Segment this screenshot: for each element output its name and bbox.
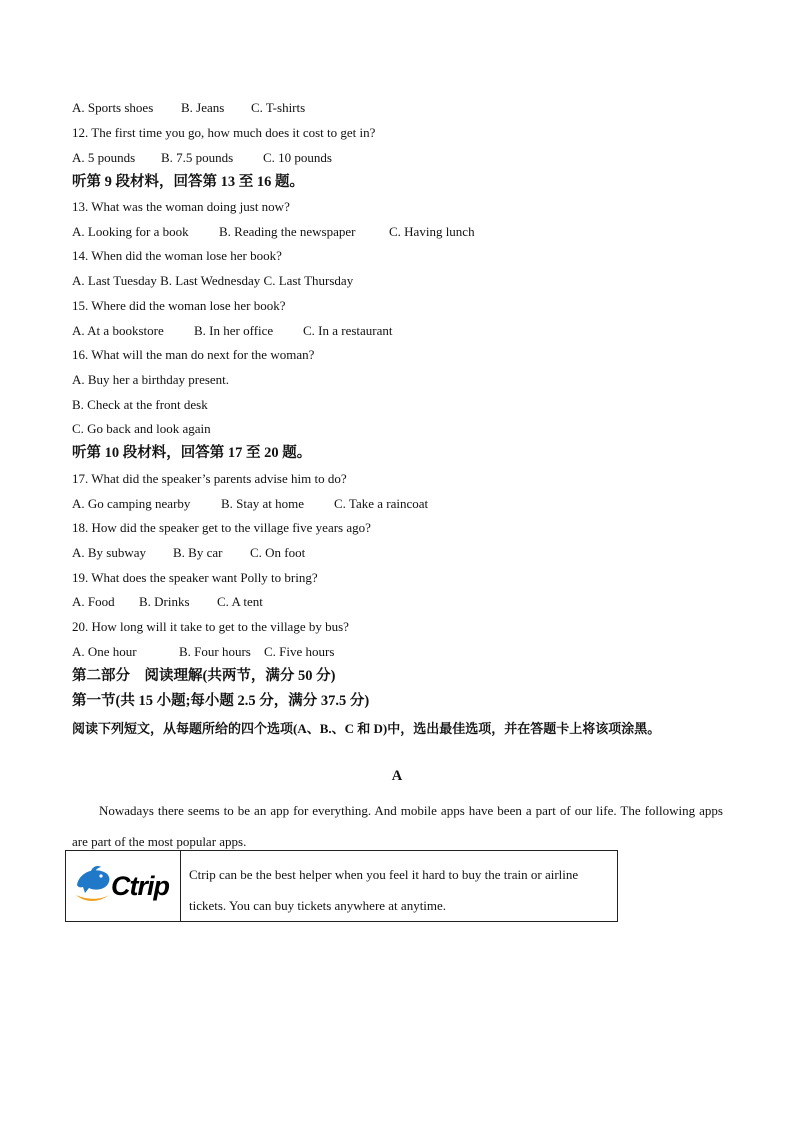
q14-options: A. Last Tuesday B. Last Wednesday C. Last Thursday — [72, 273, 354, 288]
q13-options — [72, 224, 475, 240]
section-9-heading: 听第 9 段材料，回答第 13 至 16 题。 — [72, 174, 304, 190]
option: A. 5 pounds — [72, 150, 136, 165]
q12-options — [72, 150, 332, 166]
q16-option-c: C. Go back and look again — [72, 421, 211, 436]
option: B. Stay at home — [221, 496, 305, 511]
reading-instructions: 阅读下列短文，从每题所给的四个选项(A、B.、C 和 D)中，选出最佳选项，并在答题卡上将该项涂黑。 — [72, 721, 661, 736]
option: B. In her office — [194, 323, 274, 338]
option: C. 10 pounds — [263, 150, 332, 165]
app-logo — [66, 851, 181, 921]
option: A. Sports shoes — [72, 100, 154, 115]
question-14: 14. When did the woman lose her book? — [72, 248, 282, 263]
option: B. Reading the newspaper — [219, 224, 356, 239]
passage-intro: Nowadays there seems to be an app for everything. And mobile apps have been a part of our life. The following apps are part of the most popular apps. — [72, 803, 723, 849]
q15-options — [72, 323, 393, 339]
option: B. 7.5 pounds — [161, 150, 234, 165]
logo-text: Ctrip — [111, 871, 169, 901]
passage-label: A — [391, 768, 403, 784]
option: B. By car — [173, 545, 223, 560]
question-20: 20. How long will it take to get to the village by bus? — [72, 619, 349, 634]
q19-options — [72, 594, 263, 610]
option: B. Four hours — [179, 644, 251, 659]
q18-options — [72, 545, 305, 561]
question-16: 16. What will the man do next for the woman? — [72, 347, 315, 362]
option: A. Go camping nearby — [72, 496, 191, 511]
option: C. On foot — [250, 545, 306, 560]
question-12: 12. The first time you go, how much does it cost to get in? — [72, 125, 376, 140]
section-1-heading: 第一节(共 15 小题;每小题 2.5 分，满分 37.5 分) — [72, 693, 370, 709]
option: C. Five hours — [264, 644, 335, 659]
dolphin-icon — [71, 863, 175, 909]
q17-options — [72, 496, 428, 512]
question-15: 15. Where did the woman lose her book? — [72, 298, 286, 313]
option: A. At a bookstore — [72, 323, 164, 338]
option: B. Jeans — [181, 100, 225, 115]
part-2-heading: 第二部分 阅读理解(共两节，满分 50 分) — [72, 668, 336, 684]
q16-option-a: A. Buy her a birthday present. — [72, 372, 230, 387]
q20-options — [72, 644, 334, 660]
option: C. A tent — [217, 594, 263, 609]
option: B. Drinks — [139, 594, 190, 609]
option: A. Looking for a book — [72, 224, 189, 239]
option: C. Take a raincoat — [334, 496, 429, 511]
app-description: Ctrip can be the best helper when you feel it hard to buy the train or airline tickets. You can buy tickets anywhere at anytime. — [189, 867, 579, 913]
q16-option-b: B. Check at the front desk — [72, 397, 208, 412]
option: A. One hour — [72, 644, 137, 659]
q11-options — [72, 100, 305, 116]
option: C. Having lunch — [389, 224, 475, 239]
question-19: 19. What does the speaker want Polly to bring? — [72, 570, 318, 585]
question-17: 17. What did the speaker’s parents advise him to do? — [72, 471, 347, 486]
option: C. T-shirts — [251, 100, 306, 115]
section-10-heading: 听第 10 段材料，回答第 17 至 20 题。 — [72, 445, 312, 461]
app-table — [65, 850, 618, 922]
option: A. Food — [72, 594, 115, 609]
question-13: 13. What was the woman doing just now? — [72, 199, 290, 214]
question-18: 18. How did the speaker get to the village five years ago? — [72, 520, 371, 535]
option: A. By subway — [72, 545, 147, 560]
option: C. In a restaurant — [303, 323, 393, 338]
